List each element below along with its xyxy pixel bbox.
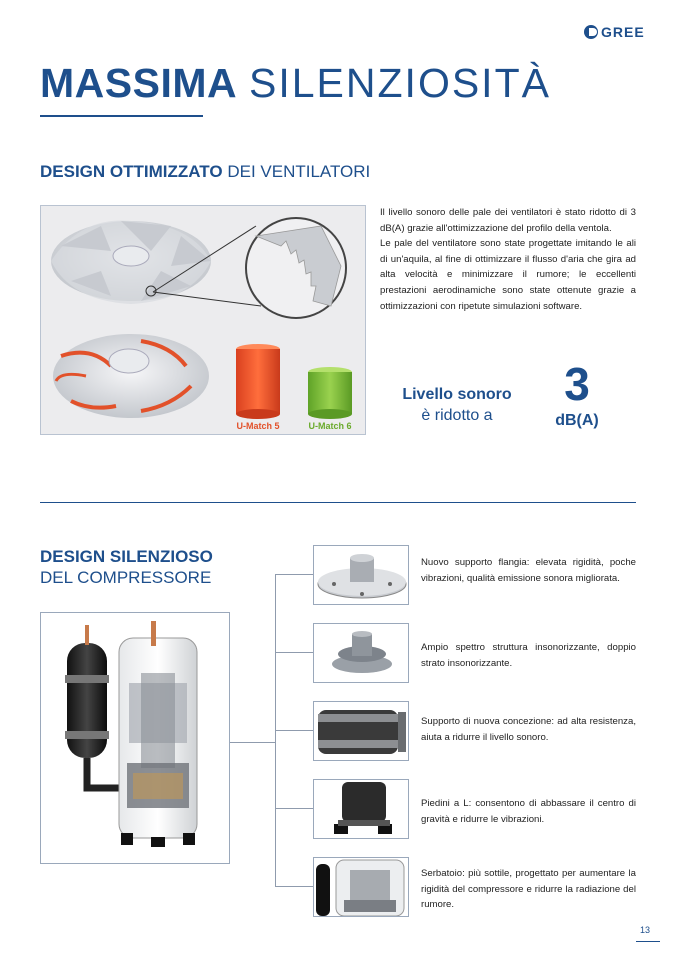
l-feet-icon <box>313 779 409 839</box>
top-fan-icon <box>51 221 211 305</box>
compressor-svg <box>41 613 230 864</box>
page-number: 13 <box>640 925 651 935</box>
fan-heading-light: DEI VENTILATORI <box>227 162 371 181</box>
sound-reduction-unit: dB(A) <box>555 412 599 429</box>
support-icon <box>313 701 409 761</box>
page-title-bold: MASSIMA <box>40 60 238 106</box>
connector-branch-5 <box>275 886 313 887</box>
page-title-light: SILENZIOSITÀ <box>249 60 551 106</box>
fan-section-heading <box>40 162 370 182</box>
spectrum-structure-description: Ampio spettro struttura insonorizzante, doppio strato insonorizzante. <box>421 642 636 669</box>
bar-u-match-6 <box>308 367 352 419</box>
gree-logo-icon <box>584 25 598 39</box>
spectrum-structure-icon <box>313 623 409 683</box>
sound-label-light: è ridotto a <box>421 407 493 424</box>
title-underline <box>40 115 203 117</box>
l-feet-description: Piedini a L: consentono di abbassare il centro di gravità e ridurre le vibrazioni. <box>421 798 636 825</box>
compressor-heading-line2: DEL COMPRESSORE <box>40 568 212 587</box>
bottom-fan-icon <box>53 334 209 418</box>
bar-label-u-match-5: U-Match 5 <box>236 421 280 431</box>
sound-label-bold: Livello sonoro <box>402 386 512 403</box>
connector-branch-2 <box>275 652 313 653</box>
page-title <box>40 60 551 107</box>
fan-illustration-svg <box>41 206 366 435</box>
fan-heading-bold: DESIGN OTTIMIZZATO <box>40 162 223 181</box>
page-number-rule <box>636 941 660 942</box>
connector-main <box>230 742 275 743</box>
connector-branch-4 <box>275 808 313 809</box>
logo-text: GREE <box>601 24 645 40</box>
fan-description <box>380 205 636 314</box>
support-description: Supporto di nuova concezione: ad alta resistenza, aiuta a ridurre il livello sonoro. <box>421 716 636 743</box>
compressor-heading-line1: DESIGN SILENZIOSO <box>40 547 213 566</box>
flange-description: Nuovo supporto flangia: elevata rigidità, poche vibrazioni, qualità emissione sonora migliorata. <box>421 557 636 584</box>
bar-u-match-5 <box>236 344 280 419</box>
connector-branch-1 <box>275 574 313 575</box>
tank-description: Serbatoio: più sottile, progettato per aumentare la rigidità del compressore e ridurre la radiazione del rumore. <box>421 868 636 911</box>
sound-reduction-value: 3 <box>564 358 590 410</box>
bar-label-u-match-6: U-Match 6 <box>308 421 352 431</box>
compressor-section-heading <box>40 546 213 588</box>
sound-reduction-label <box>392 384 522 426</box>
connector-branch-3 <box>275 730 313 731</box>
fan-paragraph-1: Il livello sonoro delle pale dei ventilatori è stato ridotto di 3 dB(A) grazie all'ottimizzazione del profilo della ventola. <box>380 207 636 234</box>
fan-paragraph-2: Le pale del ventilatore sono state progettate imitando le ali di un'aquila, al fine di ottimizzare il flusso d'aria che gira ad alta velocità e minimizzare il rumore; le eccellenti prestazioni aerodinamiche sono state ottenute grazie a ottimizzazioni con ripetute simulazioni software. <box>380 238 636 312</box>
gree-logo <box>584 24 645 40</box>
flange-icon <box>313 545 409 605</box>
section-divider <box>40 502 636 503</box>
compressor-illustration <box>40 612 230 864</box>
tank-icon <box>313 857 409 917</box>
fan-illustration <box>40 205 366 435</box>
